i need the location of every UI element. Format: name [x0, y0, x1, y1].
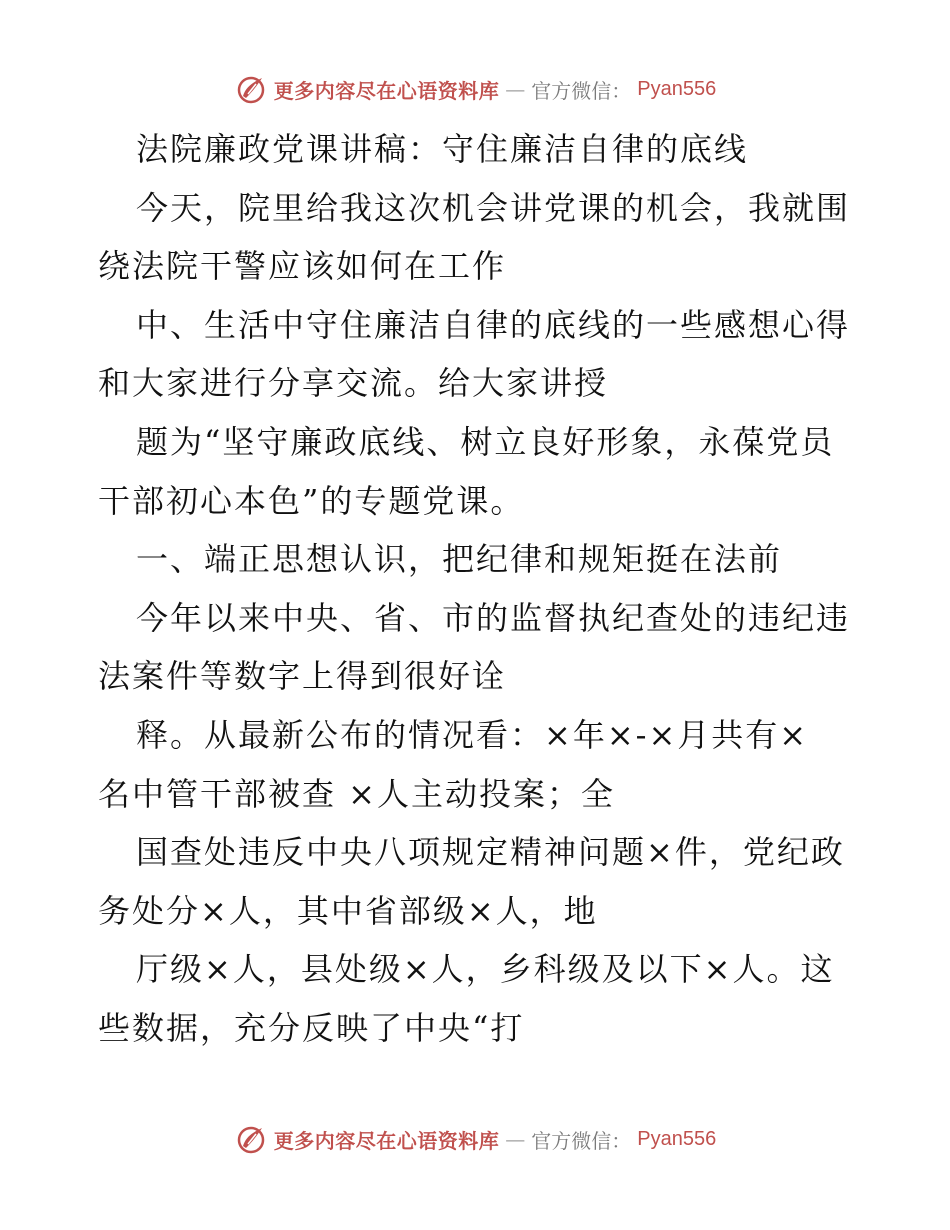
- wechat-label: 官方微信：: [531, 78, 632, 103]
- paragraph-line: 厅级×人，县处级×人，乡科级及以下×人。这: [136, 950, 835, 989]
- flame-seal-icon: [234, 1122, 268, 1156]
- paragraph-line: 今天，院里给我这次机会讲党课的机会，我就围: [136, 188, 851, 227]
- banner-text: 更多内容尽在心语资料库: [273, 1128, 500, 1153]
- banner-separator: —: [505, 1127, 526, 1151]
- document-body: [98, 120, 858, 1058]
- wechat-id: Pyan556: [637, 1127, 717, 1150]
- footer-watermark-banner: [0, 1122, 950, 1156]
- wechat-label: 官方微信：: [531, 1128, 632, 1153]
- section-heading: 一、端正思想认识，把纪律和规矩挺在法前: [136, 540, 783, 579]
- wechat-id: Pyan556: [637, 77, 717, 100]
- paragraph-line: 务处分×人，其中省部级×人，地: [98, 891, 598, 930]
- paragraph-line: 绕法院干警应该如何在工作: [98, 247, 507, 286]
- paragraph-line: 中、生活中守住廉洁自律的底线的一些感想心得: [136, 305, 851, 344]
- paragraph-line: 干部初心本色”的专题党课。: [98, 481, 525, 520]
- paragraph-line: 名中管干部被查 ×人主动投案；全: [98, 774, 615, 813]
- paragraph-line: 法案件等数字上得到很好诠: [98, 657, 507, 696]
- paragraph-line: 题为“坚守廉政底线、树立良好形象，永葆党员: [136, 422, 835, 461]
- banner-separator: —: [505, 77, 526, 101]
- header-watermark-banner: [0, 72, 950, 106]
- paragraph-line: 和大家进行分享交流。给大家讲授: [98, 364, 609, 403]
- paragraph-line: 国查处违反中央八项规定精神问题×件，党纪政: [136, 833, 845, 872]
- flame-seal-icon: [234, 72, 268, 106]
- paragraph-line: 释。从最新公布的情况看：×年×-×月共有×: [136, 715, 809, 754]
- paragraph-line: 些数据，充分反映了中央“打: [98, 1008, 525, 1047]
- banner-text: 更多内容尽在心语资料库: [273, 78, 500, 103]
- paragraph-line: 今年以来中央、省、市的监督执纪查处的违纪违: [136, 598, 851, 637]
- document-title: 法院廉政党课讲稿：守住廉洁自律的底线: [136, 130, 749, 168]
